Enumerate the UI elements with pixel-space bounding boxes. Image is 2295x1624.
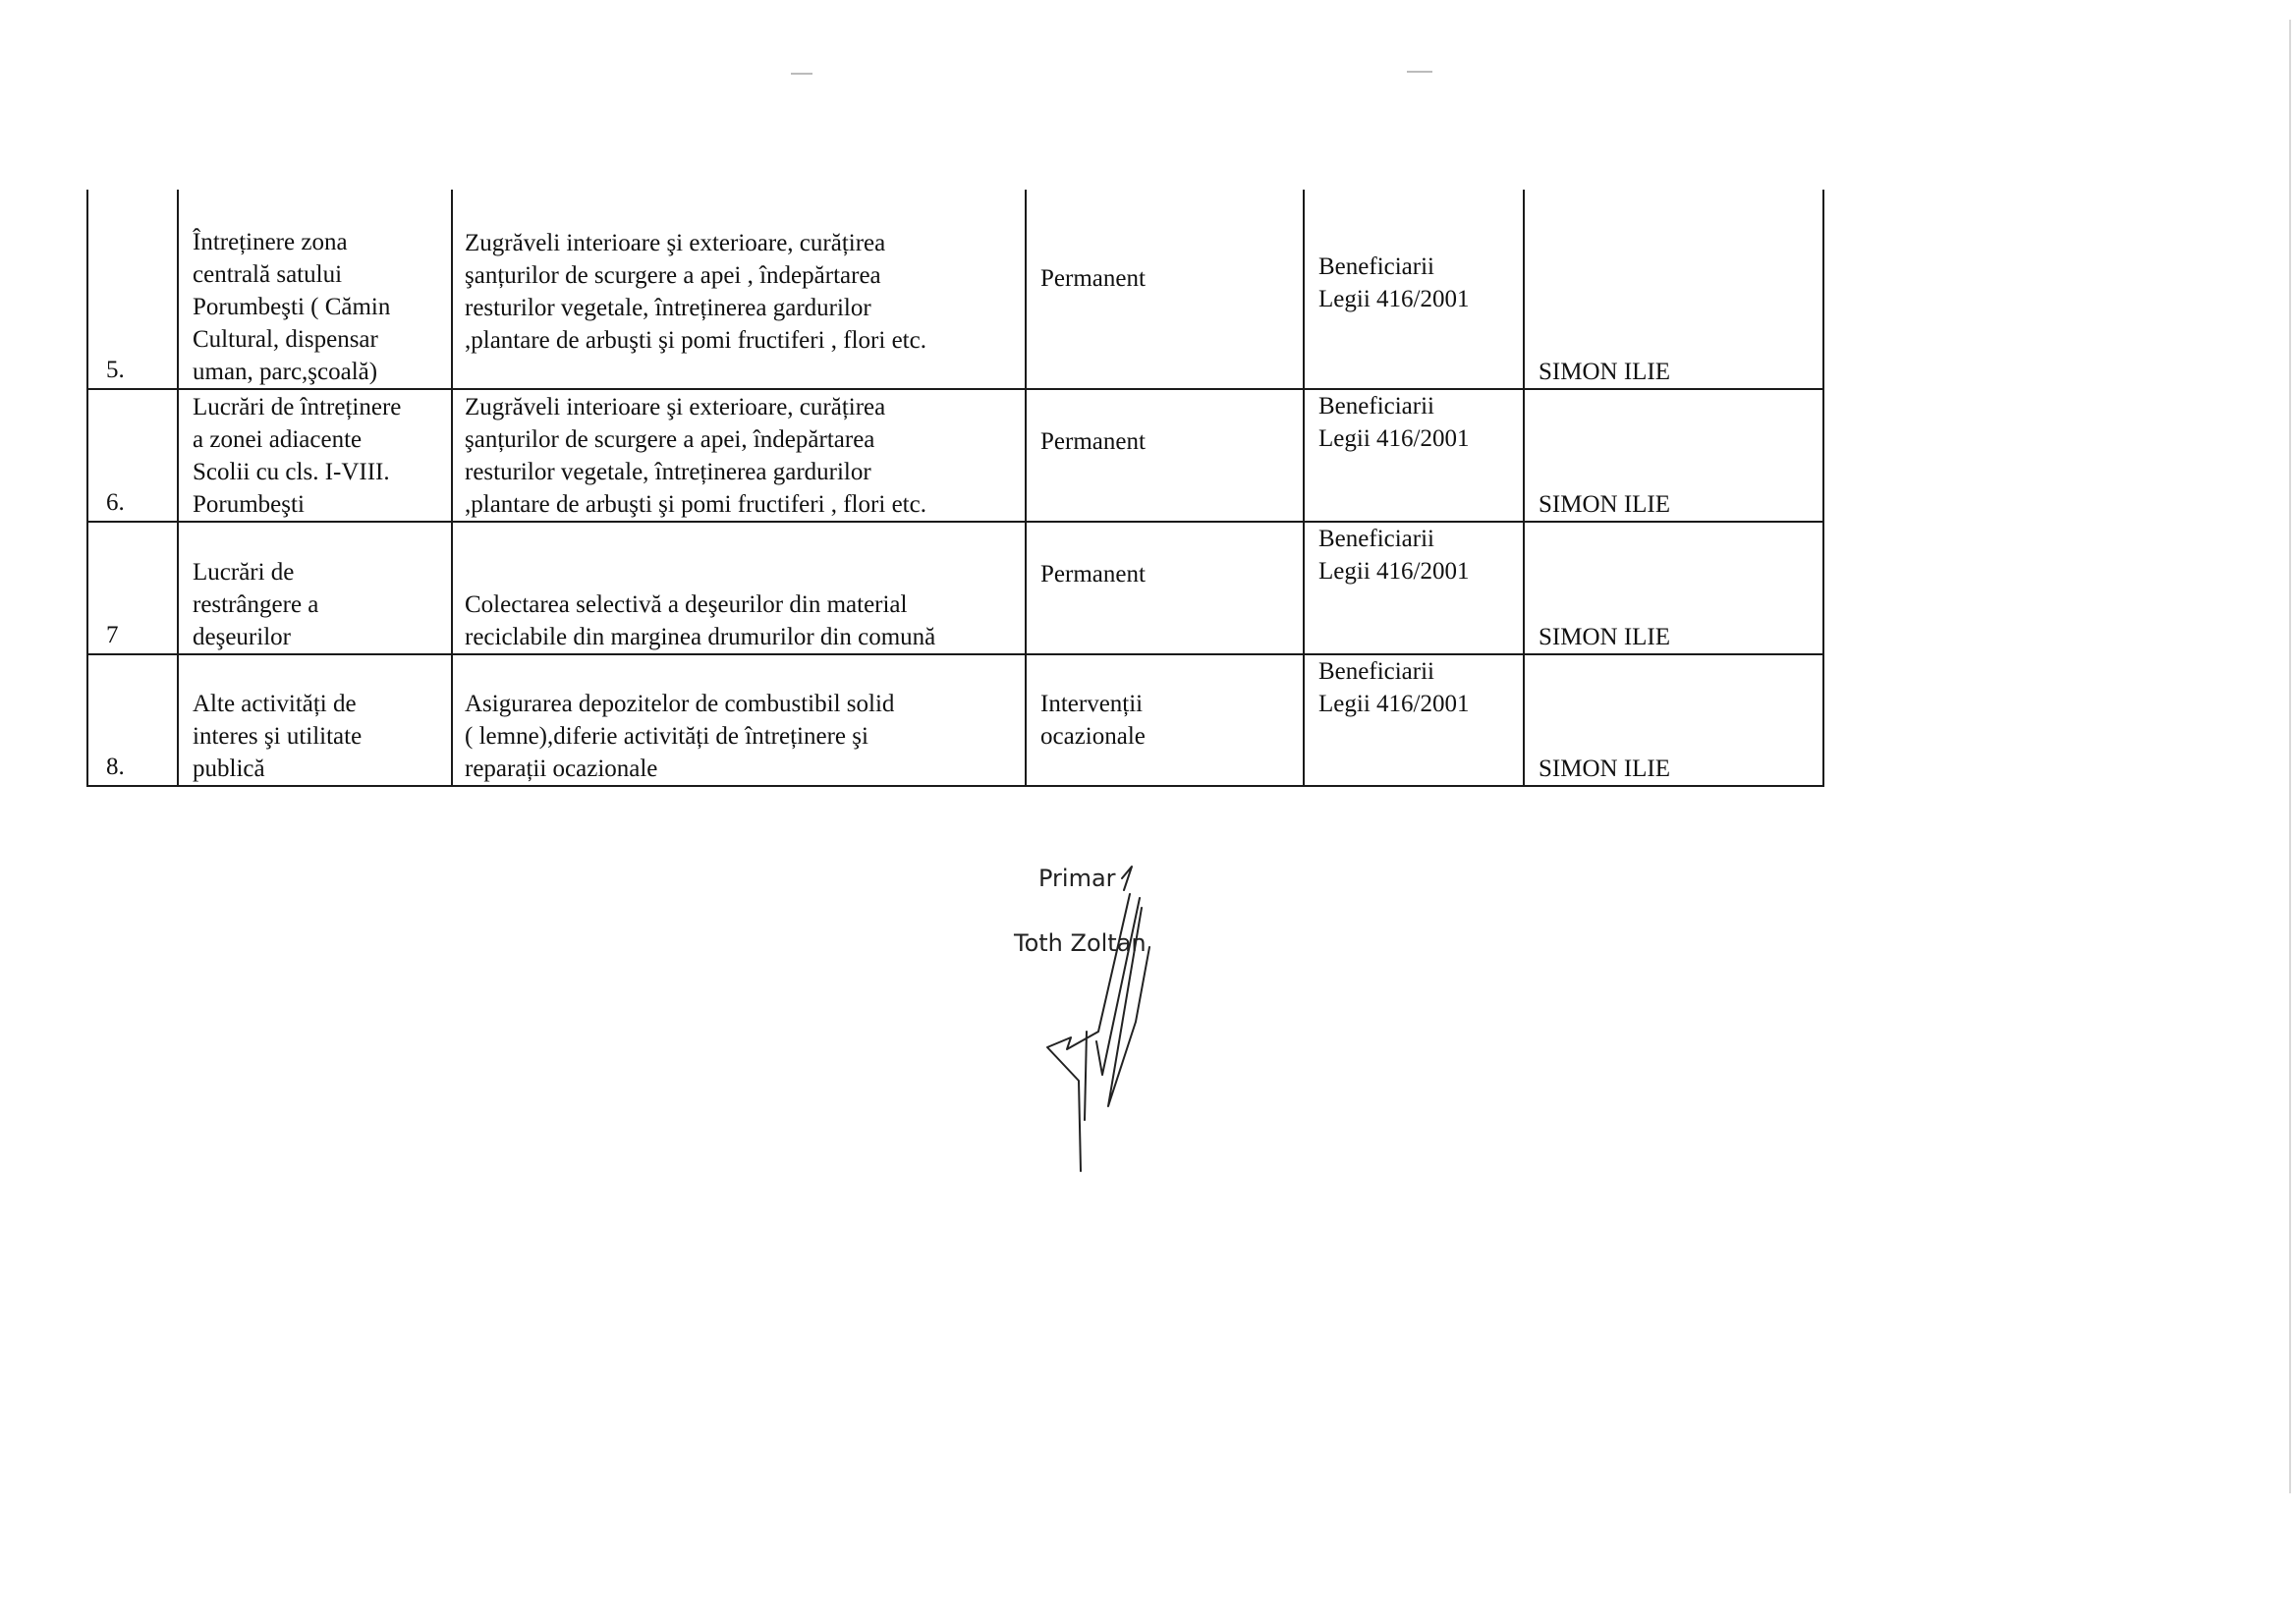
beneficiaries-cell: Beneficiarii Legii 416/2001: [1304, 190, 1524, 389]
period-cell: Permanent: [1026, 389, 1304, 522]
table-row: [87, 522, 1823, 654]
period-cell: Permanent: [1026, 190, 1304, 389]
activity-cell: Întreținere zona centrală satului Porumbeşti ( Cămin Cultural, dispensar uman, parc,şcoală): [178, 190, 452, 389]
signature-name: Toth Zoltan: [1014, 929, 1147, 957]
handwritten-signature-icon: [1002, 865, 1258, 1189]
activities-table: [86, 190, 1824, 787]
beneficiaries-cell: Beneficiarii Legii 416/2001: [1304, 654, 1524, 786]
description-cell: Colectarea selectivă a deşeurilor din material reciclabile din marginea drumurilor din comună: [452, 522, 1026, 654]
responsible-cell: SIMON ILIE: [1524, 190, 1823, 389]
activity-cell: Lucrări de restrângere a deşeurilor: [178, 522, 452, 654]
description-cell: Zugrăveli interioare şi exterioare, curățirea şanțurilor de scurgere a apei, îndepărtarea resturilor vegetale, întreținerea gardurilor ,plantare de arbuşti şi pomi fructiferi , flori etc.: [452, 389, 1026, 522]
activity-cell: Alte activități de interes şi utilitate publică: [178, 654, 452, 786]
row-number: 8.: [87, 654, 178, 786]
row-number: 5.: [87, 190, 178, 389]
beneficiaries-cell: Beneficiarii Legii 416/2001: [1304, 389, 1524, 522]
table-row: [87, 190, 1823, 389]
period-cell: Intervenții ocazionale: [1026, 654, 1304, 786]
responsible-cell: SIMON ILIE: [1524, 389, 1823, 522]
beneficiaries-cell: Beneficiarii Legii 416/2001: [1304, 522, 1524, 654]
scan-edge: [2289, 20, 2291, 1493]
row-number: 7: [87, 522, 178, 654]
description-cell: Zugrăveli interioare şi exterioare, curățirea şanțurilor de scurgere a apei , îndepărtarea resturilor vegetale, întreținerea gardurilor ,plantare de arbuşti şi pomi fructiferi , flori etc.: [452, 190, 1026, 389]
scan-speck: [791, 73, 812, 75]
responsible-cell: SIMON ILIE: [1524, 654, 1823, 786]
row-number: 6.: [87, 389, 178, 522]
period-cell: Permanent: [1026, 522, 1304, 654]
table-row: [87, 654, 1823, 786]
signature-title: Primar: [1038, 865, 1116, 892]
table-row: [87, 389, 1823, 522]
scan-speck: [1407, 71, 1432, 73]
activity-cell: Lucrări de întreținere a zonei adiacente Scolii cu cls. I-VIII. Porumbeşti: [178, 389, 452, 522]
description-cell: Asigurarea depozitelor de combustibil solid ( lemne),diferie activități de întreținere şi reparații ocazionale: [452, 654, 1026, 786]
responsible-cell: SIMON ILIE: [1524, 522, 1823, 654]
